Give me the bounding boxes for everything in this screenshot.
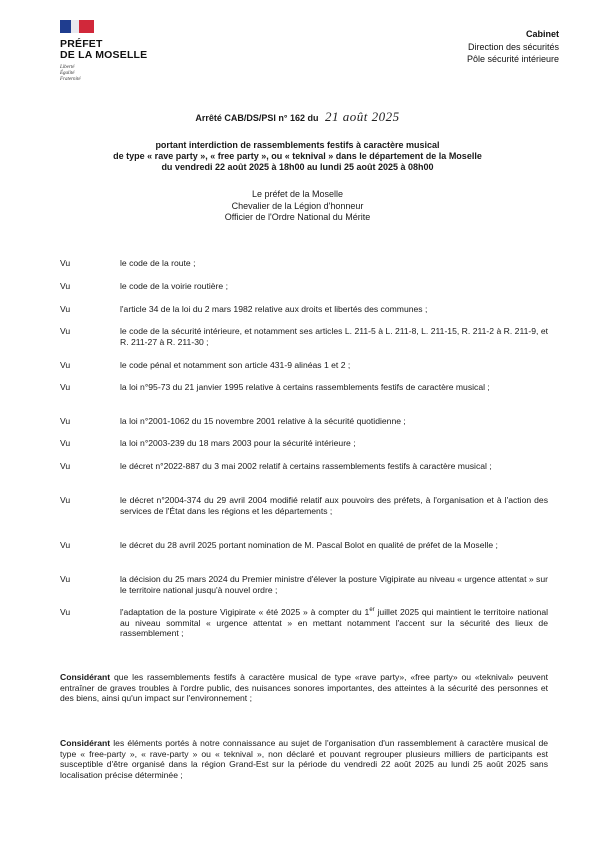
vu-label: Vu <box>60 495 71 505</box>
considerant-paragraph-2 <box>60 738 548 780</box>
service-pole: Pôle sécurité intérieure <box>466 54 559 64</box>
subtitle-line1: portant interdiction de rassemblements festifs à caractère musical <box>155 140 440 150</box>
motto-egalite: Égalité <box>60 71 75 76</box>
vu-label: Vu <box>60 360 71 370</box>
prefecture-logo <box>60 20 160 83</box>
vu-label: Vu <box>60 281 71 291</box>
service-cabinet: Cabinet <box>525 29 559 39</box>
prefect-line2: Chevalier de la Légion d'honneur <box>231 200 364 211</box>
arrete-number: Arrêté CAB/DS/PSI n° 162 du <box>195 113 319 123</box>
vu-text: le décret n°2004-374 du 29 avril 2004 modifié relatif aux pouvoirs des préfets, à l'organisation et à l'action des services de l'État dans les régions et les départements ; <box>120 495 548 516</box>
vu-text: le code de la sécurité intérieure, et notamment ses articles L. 211-5 à L. 211-8, L. 211-15, R. 211-2 à R. 211-9, et R. 211-27 à R. 211-30 ; <box>120 326 548 347</box>
vu-text: le décret n°2022-887 du 3 mai 2002 relatif à certains rassemblements festifs à caractère musical ; <box>120 461 492 471</box>
vu-text: la loi n°2003-239 du 18 mars 2003 pour la sécurité intérieure ; <box>120 438 356 448</box>
vu-label: Vu <box>60 304 71 314</box>
arrete-subtitle <box>0 140 595 173</box>
vu-label: Vu <box>60 438 71 448</box>
republic-motto <box>60 65 160 83</box>
prefet-name-line2: DE LA MOSELLE <box>60 49 148 61</box>
vu-text: la loi n°95-73 du 21 janvier 1995 relative à certains rassemblements festifs de caractère musical ; <box>120 382 490 392</box>
considerant-paragraph-1 <box>60 672 548 704</box>
vu-text: le code pénal et notamment son article 431-9 alinéas 1 et 2 ; <box>120 360 351 370</box>
vu-text: la loi n°2001-1062 du 15 novembre 2001 relative à la sécurité quotidienne ; <box>120 416 406 426</box>
vu-text: le code de la voirie routière ; <box>120 281 228 291</box>
arrete-title <box>0 109 595 125</box>
prefet-name-line1: PRÉFET <box>60 38 103 50</box>
subtitle-line2: de type « rave party », « free party », ou « teknival » dans le département de la Moselle <box>113 151 482 161</box>
vu-label: Vu <box>60 258 71 268</box>
service-header <box>467 28 559 66</box>
subtitle-line3: du vendredi 22 août 2025 à 18h00 au lundi 25 août 2025 à 08h00 <box>161 162 434 172</box>
motto-fraternite: Fraternité <box>60 77 81 82</box>
handwritten-date: 21 août 2025 <box>325 109 400 124</box>
prefect-line1: Le préfet de la Moselle <box>251 189 344 199</box>
motto-liberte: Liberté <box>60 65 75 70</box>
considerant-label: Considérant <box>60 672 111 682</box>
vu-text: la décision du 25 mars 2024 du Premier ministre d'élever la posture Vigipirate au niveau « urgence attentat » sur le territoire national jusqu'à nouvel ordre ; <box>120 574 548 595</box>
vu-text: l'article 34 de la loi du 2 mars 1982 relative aux droits et libertés des communes ; <box>120 304 428 314</box>
considerant-text: les éléments portés à notre connaissance au sujet de l'organisation d'un rassemblement à caractère musical de type « free-party », « rave-party » ou « teknival », non déclaré et pouvant regrouper plusieurs milliers de participants est susceptible d'être organisé dans la région Grand-Est sur la période du vendredi 22 août 2025 au lundi 25 août 2025 sans localisation précise déterminée ; <box>60 738 549 780</box>
vu-text: le décret du 28 avril 2025 portant nomination de M. Pascal Bolot en qualité de préfet de la Moselle ; <box>120 540 498 550</box>
vu-label: Vu <box>60 326 71 336</box>
vu-label: Vu <box>60 540 71 550</box>
vu-text: le code de la route ; <box>120 258 196 268</box>
marianne-flag-icon <box>60 20 94 33</box>
prefect-block <box>0 189 595 224</box>
vu-label: Vu <box>60 574 71 584</box>
vu-text: l'adaptation de la posture Vigipirate « été 2025 » à compter du 1er juillet 2025 qui maintient le territoire national au niveau sommital « urgence attentat » en mettant notamment l'accent sur la sécurité des lieux de rassemblement ; <box>120 607 549 638</box>
considerant-text: que les rassemblements festifs à caractère musical de type «rave party», «free party» ou «teknival» peuvent entraîner de graves troubles à l'ordre public, des nuisances sonores importantes, des atteintes à la sécurité des personnes et des biens, ainsi qu'un impact sur l'environnement ; <box>60 672 548 703</box>
considerant-label: Considérant <box>60 738 111 748</box>
vu-label: Vu <box>60 382 71 392</box>
vu-label: Vu <box>60 461 71 471</box>
service-direction: Direction des sécurités <box>467 41 559 52</box>
vu-label: Vu <box>60 607 71 617</box>
prefect-line3: Officier de l'Ordre National du Mérite <box>224 212 371 222</box>
vu-label: Vu <box>60 416 71 426</box>
